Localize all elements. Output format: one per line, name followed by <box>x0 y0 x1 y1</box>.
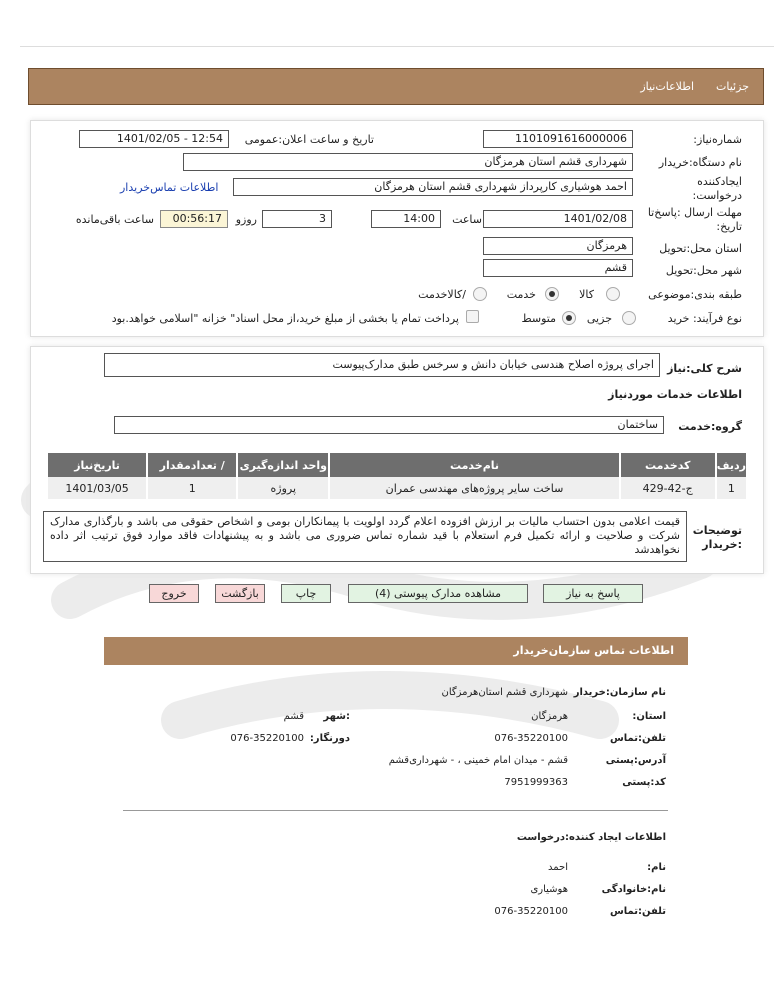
family-value: هوشیاری <box>530 884 568 895</box>
fax-value: 076-35220100 <box>230 733 304 744</box>
notes-label-2: :خریدار <box>702 538 742 551</box>
creator-label-2: درخواست: <box>692 189 742 202</box>
days-label: روزو <box>235 213 257 226</box>
process-minor-label: جزیی <box>586 312 612 325</box>
category-goods-service-label: /کالاخدمت <box>418 288 466 301</box>
days-field: 3 <box>262 210 332 228</box>
notes-label: توضیحات <box>692 524 742 537</box>
province-value-2: هرمزگان <box>531 711 568 722</box>
address-label: آدرس:پستی <box>605 755 666 766</box>
cell-name: ساخت سایر پروژه‌های مهندسی عمران <box>329 477 619 499</box>
phone-value: 076-35220100 <box>494 733 568 744</box>
creator-phone-value: 076-35220100 <box>494 906 568 917</box>
tab-need-info[interactable]: اطلاعات‌نیاز <box>640 80 695 93</box>
province-field: هرمزگان <box>483 237 633 255</box>
creator-field: احمد هوشیاری کارپرداز شهرداری قشم استان هرمزگان <box>233 178 633 196</box>
process-medium-radio[interactable] <box>562 311 576 325</box>
category-service-radio[interactable] <box>545 287 559 301</box>
need-number-label: شماره‌نیاز: <box>693 133 742 146</box>
org-value: شهرداری قشم استان‌هرمزگان <box>441 687 568 698</box>
category-goods-service-radio[interactable] <box>473 287 487 301</box>
city-value-2: قشم <box>283 711 304 722</box>
cell-date: 1401/03/05 <box>47 477 147 499</box>
creator-info-title: اطلاعات ایجاد کننده:درخواست <box>516 832 666 843</box>
payment-note: پرداخت تمام یا بخشی از مبلغ خرید،از محل اسناد" خزانه "اسلامی خواهد.بود <box>111 312 459 325</box>
deadline-label: مهلت ارسال :پاسخ‌تا <box>647 206 742 219</box>
group-label: گروه:خدمت <box>678 420 742 433</box>
province-label: استان محل:تحویل <box>659 242 742 255</box>
phone-label: تلفن:تماس <box>609 733 666 744</box>
table-header-row <box>47 453 746 477</box>
creator-label: ایجادکننده <box>697 175 742 188</box>
buyer-contact-link[interactable]: اطلاعات تماس‌خریدار <box>120 181 219 194</box>
table-row <box>47 477 746 499</box>
name-label: نام: <box>647 862 666 873</box>
city-label-2: :شهر <box>323 711 350 722</box>
device-field: شهرداری قشم استان هرمزگان <box>183 153 633 171</box>
postal-label: کد:پستی <box>622 777 666 788</box>
group-field: ساختمان <box>114 416 664 434</box>
process-medium-label: متوسط <box>521 312 556 325</box>
contact-divider <box>123 810 668 811</box>
exit-button[interactable]: خروج <box>149 584 199 603</box>
cell-code: ج-42-429 <box>620 477 716 499</box>
print-button[interactable]: چاپ <box>281 584 331 603</box>
back-button[interactable]: بازگشت <box>215 584 265 603</box>
postal-value: 7951999363 <box>504 777 568 788</box>
col-unit: واحد اندازه‌گیری <box>237 453 329 477</box>
summary-field: اجرای پروژه اصلاح هندسی خیابان دانش و سرخس طبق مدارک‌پیوست <box>104 353 660 377</box>
cell-unit: پروژه <box>237 477 329 499</box>
top-divider <box>20 46 774 47</box>
category-goods-radio[interactable] <box>606 287 620 301</box>
remaining-time-badge: 00:56:17 <box>160 210 228 228</box>
deadline-time-field: 14:00 <box>371 210 441 228</box>
col-qty: / تعدادمقدار <box>147 453 237 477</box>
page-header <box>28 68 764 105</box>
summary-label: شرح کلی:نیاز <box>667 362 742 375</box>
notes-field: قیمت اعلامی بدون احتساب مالیات بر ارزش افزوده اعلام گردد اولویت با پیمانکاران بومی و اشخاص حقوقی می باشد و بارگذاری مدارک شرکت و صلاحیت و ارائه تکمیل فرم استعلام با قید شماره تماس ضروری می باشد و به پیشنهادات فاقد موارد فوق ترتیب اثر داده نخواهدشد <box>43 511 687 562</box>
announce-label: تاریخ و ساعت اعلان:عمومی <box>244 133 374 146</box>
city-label: شهر محل:تحویل <box>665 264 742 277</box>
services-table <box>46 453 746 499</box>
payment-checkbox[interactable] <box>466 310 479 323</box>
col-name: نام‌خدمت <box>329 453 619 477</box>
province-label-2: استان: <box>632 711 666 722</box>
category-service-label: خدمت <box>506 288 536 301</box>
col-code: کدخدمت <box>620 453 716 477</box>
deadline-date-field: 1401/02/08 <box>483 210 633 228</box>
org-label: نام سازمان:خریدار <box>573 687 666 698</box>
need-number-field: 1101091616000006 <box>483 130 633 148</box>
process-minor-radio[interactable] <box>622 311 636 325</box>
col-row: ردیف <box>716 453 746 477</box>
family-label: نام:خانوادگی <box>601 884 666 895</box>
address-value: قشم - میدان امام خمینی ، - شهرداری‌قشم <box>388 755 568 766</box>
category-label: طبقه بندی:موضوعی <box>648 288 742 301</box>
cell-qty: 1 <box>147 477 237 499</box>
device-label: نام دستگاه:خریدار <box>658 156 742 169</box>
announce-field: 1401/02/05 - 12:54 <box>79 130 229 148</box>
reply-button[interactable]: پاسخ به نیاز <box>543 584 643 603</box>
cell-row: 1 <box>716 477 746 499</box>
creator-phone-label: تلفن:تماس <box>609 906 666 917</box>
contact-section-header: اطلاعات تماس سازمان‌خریدار <box>104 637 688 665</box>
category-goods-label: کالا <box>579 288 594 301</box>
services-title: اطلاعات خدمات موردنیاز <box>608 388 742 401</box>
process-label: نوع فرآیند: خرید <box>667 312 742 325</box>
remaining-label: ساعت باقی‌مانده <box>75 213 154 226</box>
tab-details[interactable]: جزئیات <box>716 80 749 93</box>
fax-label: دورنگار: <box>309 733 350 744</box>
name-value: احمد <box>548 862 568 873</box>
attachments-button[interactable]: مشاهده مدارک پیوستی (4) <box>348 584 528 603</box>
city-field: قشم <box>483 259 633 277</box>
col-date: تاریخ‌نیاز <box>47 453 147 477</box>
time-label: ساعت <box>452 213 482 226</box>
deadline-label-2: تاریخ: <box>716 220 742 233</box>
